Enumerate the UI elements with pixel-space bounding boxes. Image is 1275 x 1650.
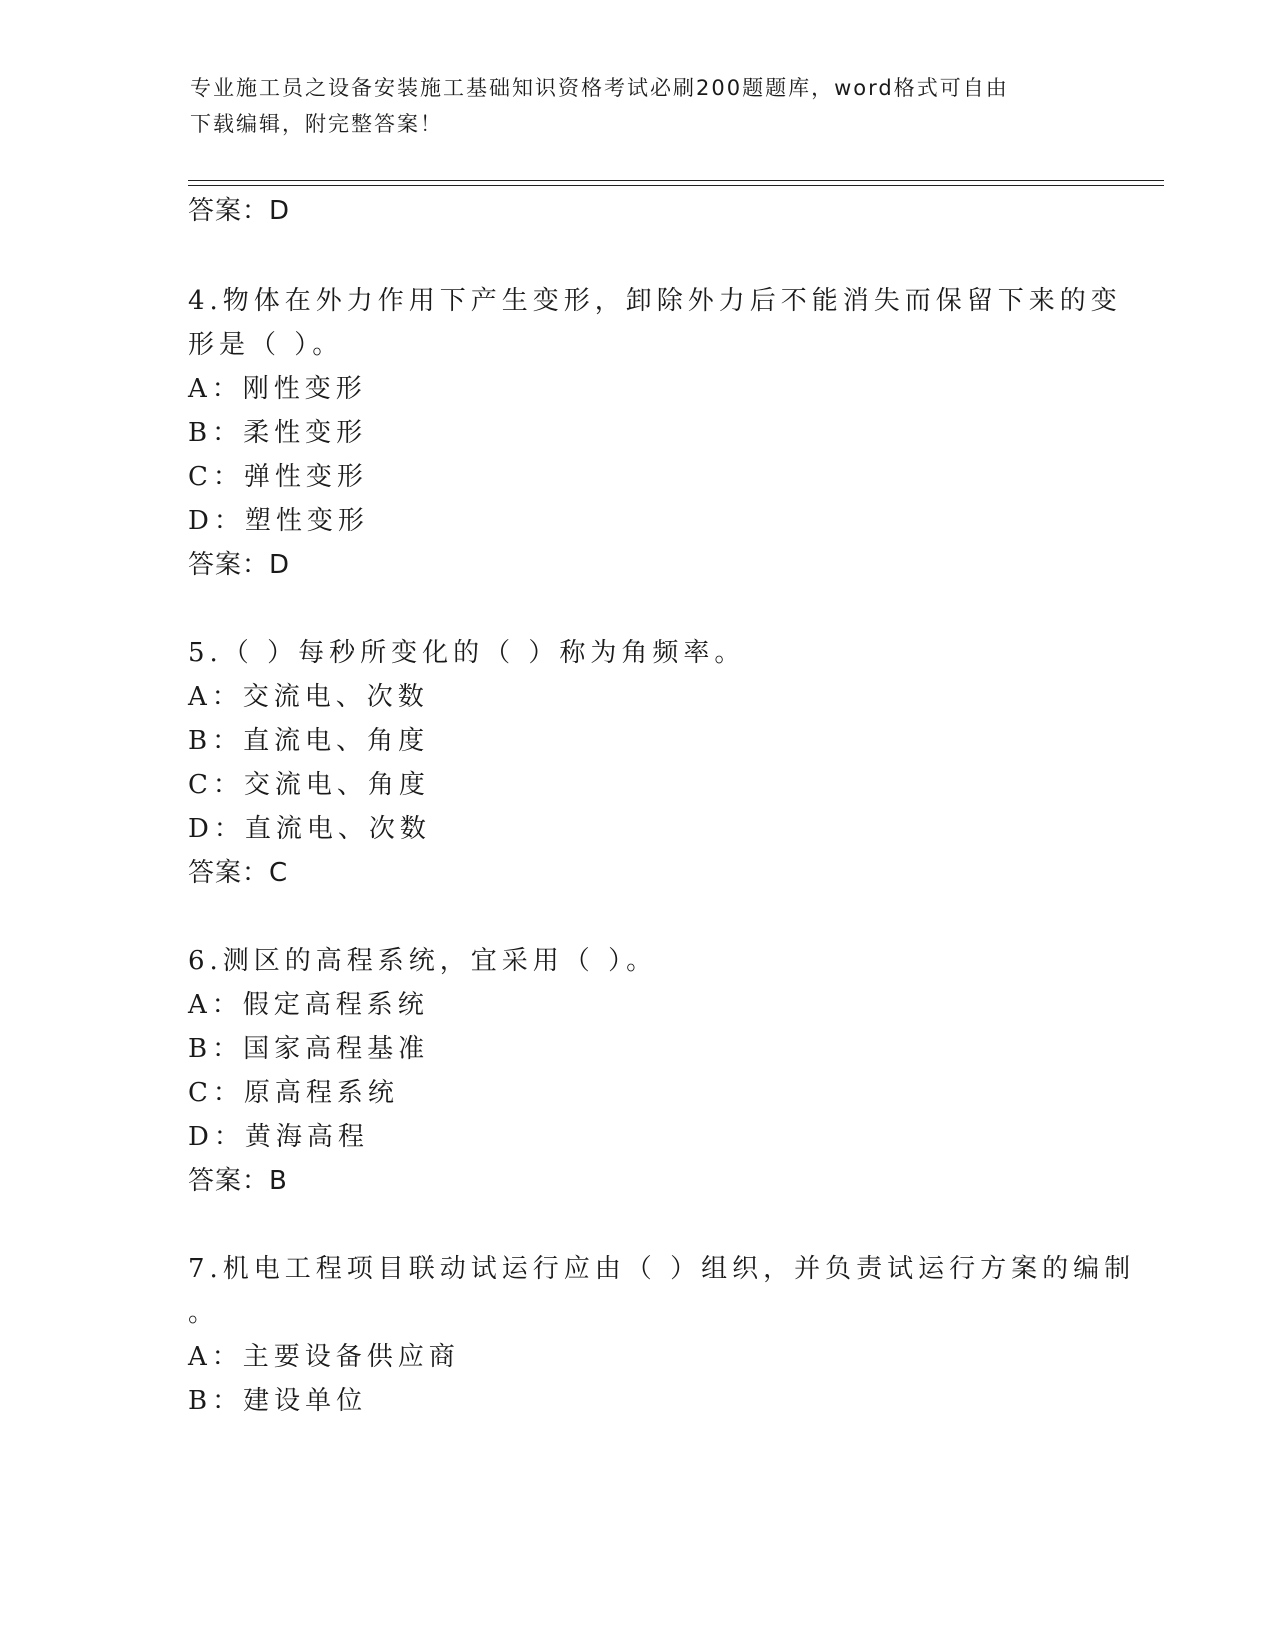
- header-line-1: 专业施工员之设备安装施工基础知识资格考试必刷200题题库，word格式可自由: [190, 76, 1009, 100]
- question-4-stem-line-1: 4.物体在外力作用下产生变形，卸除外力后不能消失而保留下来的变: [188, 286, 1122, 316]
- question-7-option-a: A：主要设备供应商: [188, 1342, 460, 1372]
- question-7-option-b: B：建设单位: [188, 1386, 368, 1416]
- question-5-option-a: A：交流电、次数: [188, 682, 429, 712]
- question-6-answer: 答案：B: [188, 1166, 288, 1196]
- question-4-stem-line-2: 形是（ ）。: [188, 330, 344, 360]
- question-6-option-a: A：假定高程系统: [188, 990, 429, 1020]
- question-5-answer: 答案：C: [188, 858, 289, 888]
- question-7-stem-line-2: 。: [188, 1298, 220, 1328]
- question-4-option-c: C：弹性变形: [188, 462, 368, 492]
- question-4-option-d: D：塑性变形: [188, 506, 369, 536]
- question-6-option-b: B：国家高程基准: [188, 1034, 430, 1064]
- question-6-stem: 6.测区的高程系统，宜采用（ ）。: [188, 946, 658, 976]
- question-5-stem: 5.（ ）每秒所变化的（ ）称为角频率。: [188, 638, 746, 668]
- previous-answer: 答案：D: [188, 196, 291, 226]
- question-4-answer: 答案：D: [188, 550, 291, 580]
- header-line-2: 下载编辑，附完整答案！: [190, 112, 443, 136]
- question-4-option-b: B：柔性变形: [188, 418, 368, 448]
- header-rule-bottom: [188, 185, 1164, 186]
- question-5-option-b: B：直流电、角度: [188, 726, 430, 756]
- question-4-option-a: A：刚性变形: [188, 374, 367, 404]
- question-7-stem-line-1: 7.机电工程项目联动试运行应由（ ）组织，并负责试运行方案的编制: [188, 1254, 1136, 1284]
- question-6-option-c: C：原高程系统: [188, 1078, 399, 1108]
- document-header: [190, 70, 1080, 142]
- header-rule-top: [188, 180, 1164, 181]
- question-5-option-d: D：直流电、次数: [188, 814, 431, 844]
- question-5-option-c: C：交流电、角度: [188, 770, 430, 800]
- question-6-option-d: D：黄海高程: [188, 1122, 369, 1152]
